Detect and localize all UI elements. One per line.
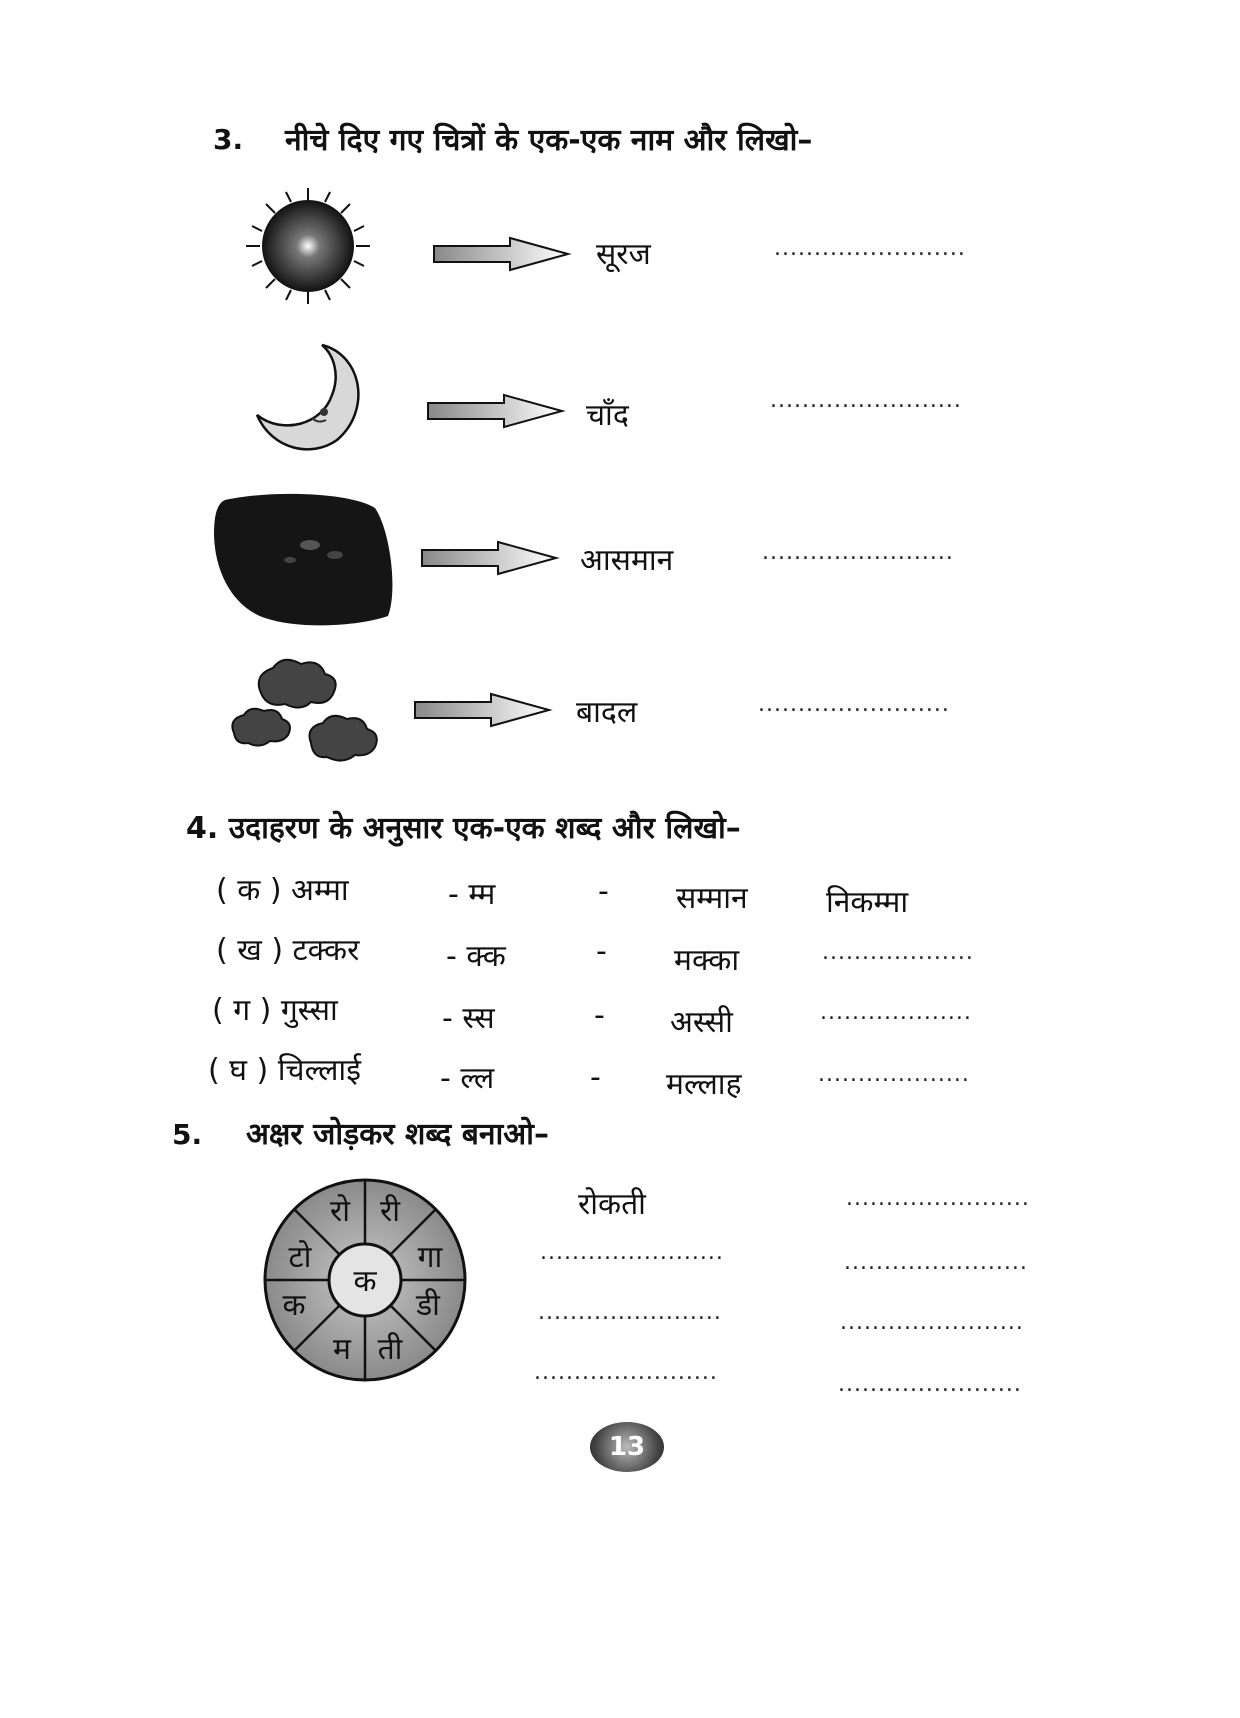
q5-blank[interactable]: ....................... [840, 1310, 1024, 1335]
clouds-icon [226, 658, 386, 768]
q5-blank[interactable]: ....................... [838, 1372, 1022, 1397]
q4-row-conj: - स्स [442, 1001, 495, 1036]
moon-icon [252, 340, 372, 460]
q5-blank[interactable]: ....................... [844, 1250, 1028, 1275]
q5-number: 5. [172, 1118, 203, 1151]
arrow-right-icon [413, 692, 553, 728]
q4-row-dash: - [590, 1060, 601, 1095]
q3-word-clouds: बादल [576, 695, 638, 730]
wheel-segment-letter: टो [288, 1240, 312, 1275]
q3-word-sun: सूरज [596, 237, 651, 272]
q5-blank[interactable]: ....................... [534, 1360, 718, 1385]
q4-row-dash: - [598, 874, 609, 909]
sky-icon [210, 490, 400, 630]
wheel-segment-letter: ती [377, 1332, 403, 1367]
wheel-segment-letter: म [333, 1332, 351, 1367]
q4-row-conj: - म्म [448, 877, 496, 912]
q3-blank-clouds[interactable]: ........................ [758, 692, 950, 717]
q4-row-example: अस्सी [670, 1005, 733, 1040]
q4-row-answer[interactable]: ................... [820, 1000, 972, 1025]
wheel-segment-letter: रो [329, 1194, 351, 1229]
q4-row-conj: - क्क [446, 939, 506, 974]
q4-row-label: ( घ ) चिल्लाई [208, 1053, 361, 1088]
q5-title: अक्षर जोड़कर शब्द बनाओ– [246, 1117, 549, 1152]
q5-blank[interactable]: ....................... [846, 1186, 1030, 1211]
q4-row-example: सम्मान [676, 881, 748, 916]
page-number [590, 1422, 664, 1472]
q4-row-conj: - ल्ल [440, 1061, 495, 1096]
arrow-right-icon [432, 236, 572, 272]
q4-row-answer: निकम्मा [826, 885, 909, 920]
q4-row-label: ( ग ) गुस्सा [212, 993, 338, 1028]
wheel-segment-letter: री [379, 1194, 401, 1229]
q4-row-example: मल्लाह [666, 1067, 742, 1102]
wheel-segment-letter: क [282, 1288, 306, 1323]
q3-blank-sun[interactable]: ........................ [774, 236, 966, 261]
q5-blank[interactable]: ....................... [538, 1300, 722, 1325]
q4-row-label: ( क ) अम्मा [216, 873, 349, 908]
q3-number: 3. [213, 123, 244, 156]
letter-wheel [260, 1175, 470, 1385]
q4-row-answer[interactable]: ................... [822, 940, 974, 965]
q4-row-dash: - [596, 934, 607, 969]
arrow-right-icon [420, 540, 560, 576]
wheel-center-letter: क [353, 1264, 377, 1299]
page-number-text: 13 [608, 1432, 646, 1462]
q4-row-dash: - [594, 998, 605, 1033]
q4-row-label: ( ख ) टक्कर [216, 933, 360, 968]
q3-word-moon: चाँद [586, 398, 629, 433]
q4-row-example: मक्का [674, 943, 740, 978]
q4-row-answer[interactable]: ................... [818, 1062, 970, 1087]
q5-blank[interactable]: ....................... [540, 1240, 724, 1265]
q3-word-sky: आसमान [580, 543, 674, 578]
sun-icon [238, 186, 378, 306]
wheel-segment-letter: गा [417, 1240, 443, 1275]
q3-title: नीचे दिए गए चित्रों के एक-एक नाम और लिखो– [285, 123, 813, 158]
q4-title: 4. उदाहरण के अनुसार एक-एक शब्द और लिखो– [186, 811, 741, 846]
arrow-right-icon [426, 393, 566, 429]
q3-blank-moon[interactable]: ........................ [770, 388, 962, 413]
q5-example-word: रोकती [578, 1187, 646, 1222]
wheel-segment-letter: डी [416, 1288, 440, 1323]
q3-blank-sky[interactable]: ........................ [762, 540, 954, 565]
